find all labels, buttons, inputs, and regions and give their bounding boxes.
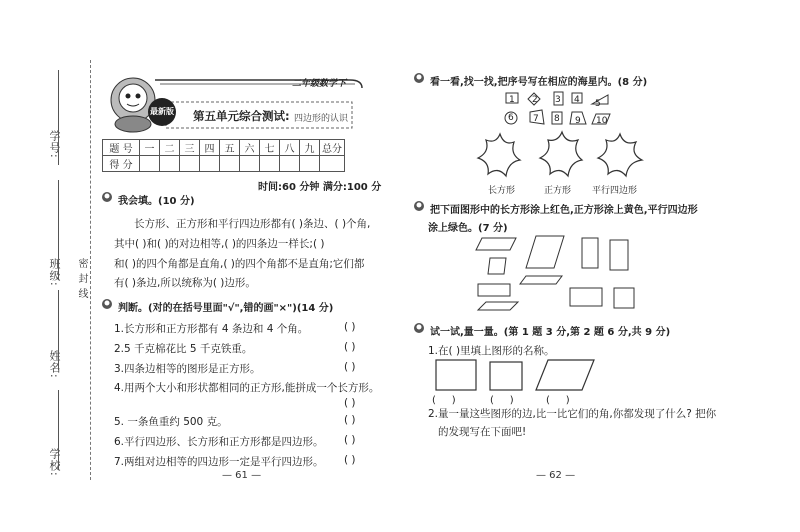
shape-number: 9 bbox=[575, 116, 581, 126]
answer-bracket-2[interactable]: ( ) bbox=[490, 395, 514, 406]
score-cell[interactable] bbox=[240, 156, 260, 172]
seal-dashed-line bbox=[90, 60, 91, 480]
score-head: 四 bbox=[200, 140, 220, 156]
number-field-label: 学号: bbox=[48, 130, 61, 159]
score-cell[interactable] bbox=[300, 156, 320, 172]
question-mascot-icon bbox=[101, 191, 115, 203]
score-cell[interactable] bbox=[140, 156, 160, 172]
starfish-label-parallelogram: 平行四边形 bbox=[592, 186, 638, 196]
section1-line: 有( )条边,所以统称为( )边形。 bbox=[114, 277, 256, 289]
judge-bracket-3[interactable]: ( ) bbox=[344, 361, 356, 373]
judge-item-5: 5. 一条鱼重约 500 克。 bbox=[114, 416, 228, 428]
shape-number: 7 bbox=[533, 114, 539, 124]
edition-badge: 最新版 bbox=[148, 98, 176, 126]
section5-title: 试一试,量一量。(第 1 题 3 分,第 2 题 6 分,共 9 分) bbox=[430, 327, 671, 338]
coloring-shapes bbox=[470, 232, 650, 312]
score-cell[interactable] bbox=[200, 156, 220, 172]
score-cell[interactable] bbox=[220, 156, 240, 172]
section3-title: 看一看,找一找,把序号写在相应的海星内。(8 分) bbox=[430, 77, 648, 88]
question-mascot-icon bbox=[101, 298, 115, 310]
judge-bracket-7[interactable]: ( ) bbox=[344, 454, 356, 466]
score-cell[interactable] bbox=[320, 156, 345, 172]
judge-item-3: 3.四条边相等的图形是正方形。 bbox=[114, 363, 261, 375]
shape-number: 3 bbox=[555, 95, 561, 105]
school-field-line[interactable] bbox=[58, 390, 59, 470]
score-table bbox=[102, 139, 345, 172]
score-head: 一 bbox=[140, 140, 160, 156]
seal-line-text: 密 封 线 bbox=[76, 258, 87, 300]
class-field-line[interactable] bbox=[58, 180, 59, 280]
school-field-label: 学校: bbox=[48, 448, 61, 477]
starfish-shapes bbox=[470, 130, 670, 182]
shape-number: 6 bbox=[508, 113, 514, 123]
score-cell[interactable] bbox=[260, 156, 280, 172]
score-head: 七 bbox=[260, 140, 280, 156]
unit-subtitle: 四边形的认识 bbox=[294, 114, 349, 124]
unit-title: 第五单元综合测试: bbox=[193, 109, 290, 123]
question-mascot-icon bbox=[413, 322, 427, 334]
class-field-label: 班级: bbox=[48, 258, 61, 287]
measure-shapes bbox=[430, 356, 610, 402]
section5-q2: 2.量一量这些图形的边,比一比它们的角,你都发现了什么? 把你 bbox=[428, 408, 717, 420]
score-head: 六 bbox=[240, 140, 260, 156]
time-info: 时间:60 分钟 满分:100 分 bbox=[258, 182, 382, 193]
section5-q1: 1.在( )里填上图形的名称。 bbox=[428, 345, 555, 357]
score-cell[interactable] bbox=[180, 156, 200, 172]
shape-number: 8 bbox=[554, 114, 560, 124]
number-field-line[interactable] bbox=[58, 70, 59, 165]
score-cell[interactable] bbox=[160, 156, 180, 172]
section2-title: 判断。(对的在括号里面"√",错的画"×")(14 分) bbox=[118, 303, 334, 314]
score-head: 二 bbox=[160, 140, 180, 156]
judge-bracket-5[interactable]: ( ) bbox=[344, 414, 356, 426]
shape-number: 5 bbox=[595, 99, 601, 109]
answer-bracket-3[interactable]: ( ) bbox=[546, 395, 570, 406]
section4-title: 把下面图形中的长方形涂上红色,正方形涂上黄色,平行四边形 bbox=[430, 205, 698, 216]
shape-number: 4 bbox=[574, 95, 580, 105]
judge-bracket-2[interactable]: ( ) bbox=[344, 341, 356, 353]
judge-bracket-6[interactable]: ( ) bbox=[344, 434, 356, 446]
section4-title-2: 涂上绿色。(7 分) bbox=[428, 223, 508, 234]
name-field-label: 姓名: bbox=[48, 350, 61, 379]
starfish-label-square: 正方形 bbox=[544, 186, 572, 196]
section1-line: 和( )的四个角都是直角,( )的四个角都不是直角;它们都 bbox=[114, 258, 365, 270]
subject-label: 二年级数学下 bbox=[292, 79, 347, 89]
judge-item-4: 4.用两个大小和形状都相同的正方形,能拼成一个长方形。 bbox=[114, 382, 380, 394]
judge-item-7: 7.两组对边相等的四边形一定是平行四边形。 bbox=[114, 456, 324, 468]
section1-line: 长方形、正方形和平行四边形都有( )条边、( )个角, bbox=[134, 218, 371, 230]
question-mascot-icon bbox=[413, 72, 427, 84]
shape-number: 1 bbox=[509, 95, 515, 105]
name-field-line[interactable] bbox=[58, 290, 59, 370]
score-row-label: 得 分 bbox=[103, 156, 140, 172]
page-number-right: — 62 — bbox=[536, 470, 576, 481]
judge-bracket-1[interactable]: ( ) bbox=[344, 321, 356, 333]
section1-line: 其中( )和( )的对边相等,( )的四条边一样长;( ) bbox=[114, 238, 325, 250]
shape-number: 10 bbox=[596, 116, 608, 126]
score-head: 五 bbox=[220, 140, 240, 156]
judge-item-1: 1.长方形和正方形都有 4 条边和 4 个角。 bbox=[114, 323, 309, 335]
score-head: 九 bbox=[300, 140, 320, 156]
page-number-left: — 61 — bbox=[222, 470, 262, 481]
score-head-label: 题 号 bbox=[103, 140, 140, 156]
judge-item-2: 2.5 千克棉花比 5 千克铁重。 bbox=[114, 343, 253, 355]
score-head: 八 bbox=[280, 140, 300, 156]
question-mascot-icon bbox=[413, 200, 427, 212]
score-head: 三 bbox=[180, 140, 200, 156]
judge-bracket-4[interactable]: ( ) bbox=[344, 397, 356, 409]
answer-bracket-1[interactable]: ( ) bbox=[432, 395, 456, 406]
score-cell[interactable] bbox=[280, 156, 300, 172]
starfish-label-rectangle: 长方形 bbox=[488, 186, 516, 196]
shape-number: 2 bbox=[532, 95, 538, 105]
judge-item-6: 6.平行四边形、长方形和正方形都是四边形。 bbox=[114, 436, 324, 448]
score-head-total: 总分 bbox=[320, 140, 345, 156]
section1-title: 我会填。(10 分) bbox=[118, 196, 195, 207]
section5-q2b: 的发现写在下面吧! bbox=[438, 426, 527, 438]
